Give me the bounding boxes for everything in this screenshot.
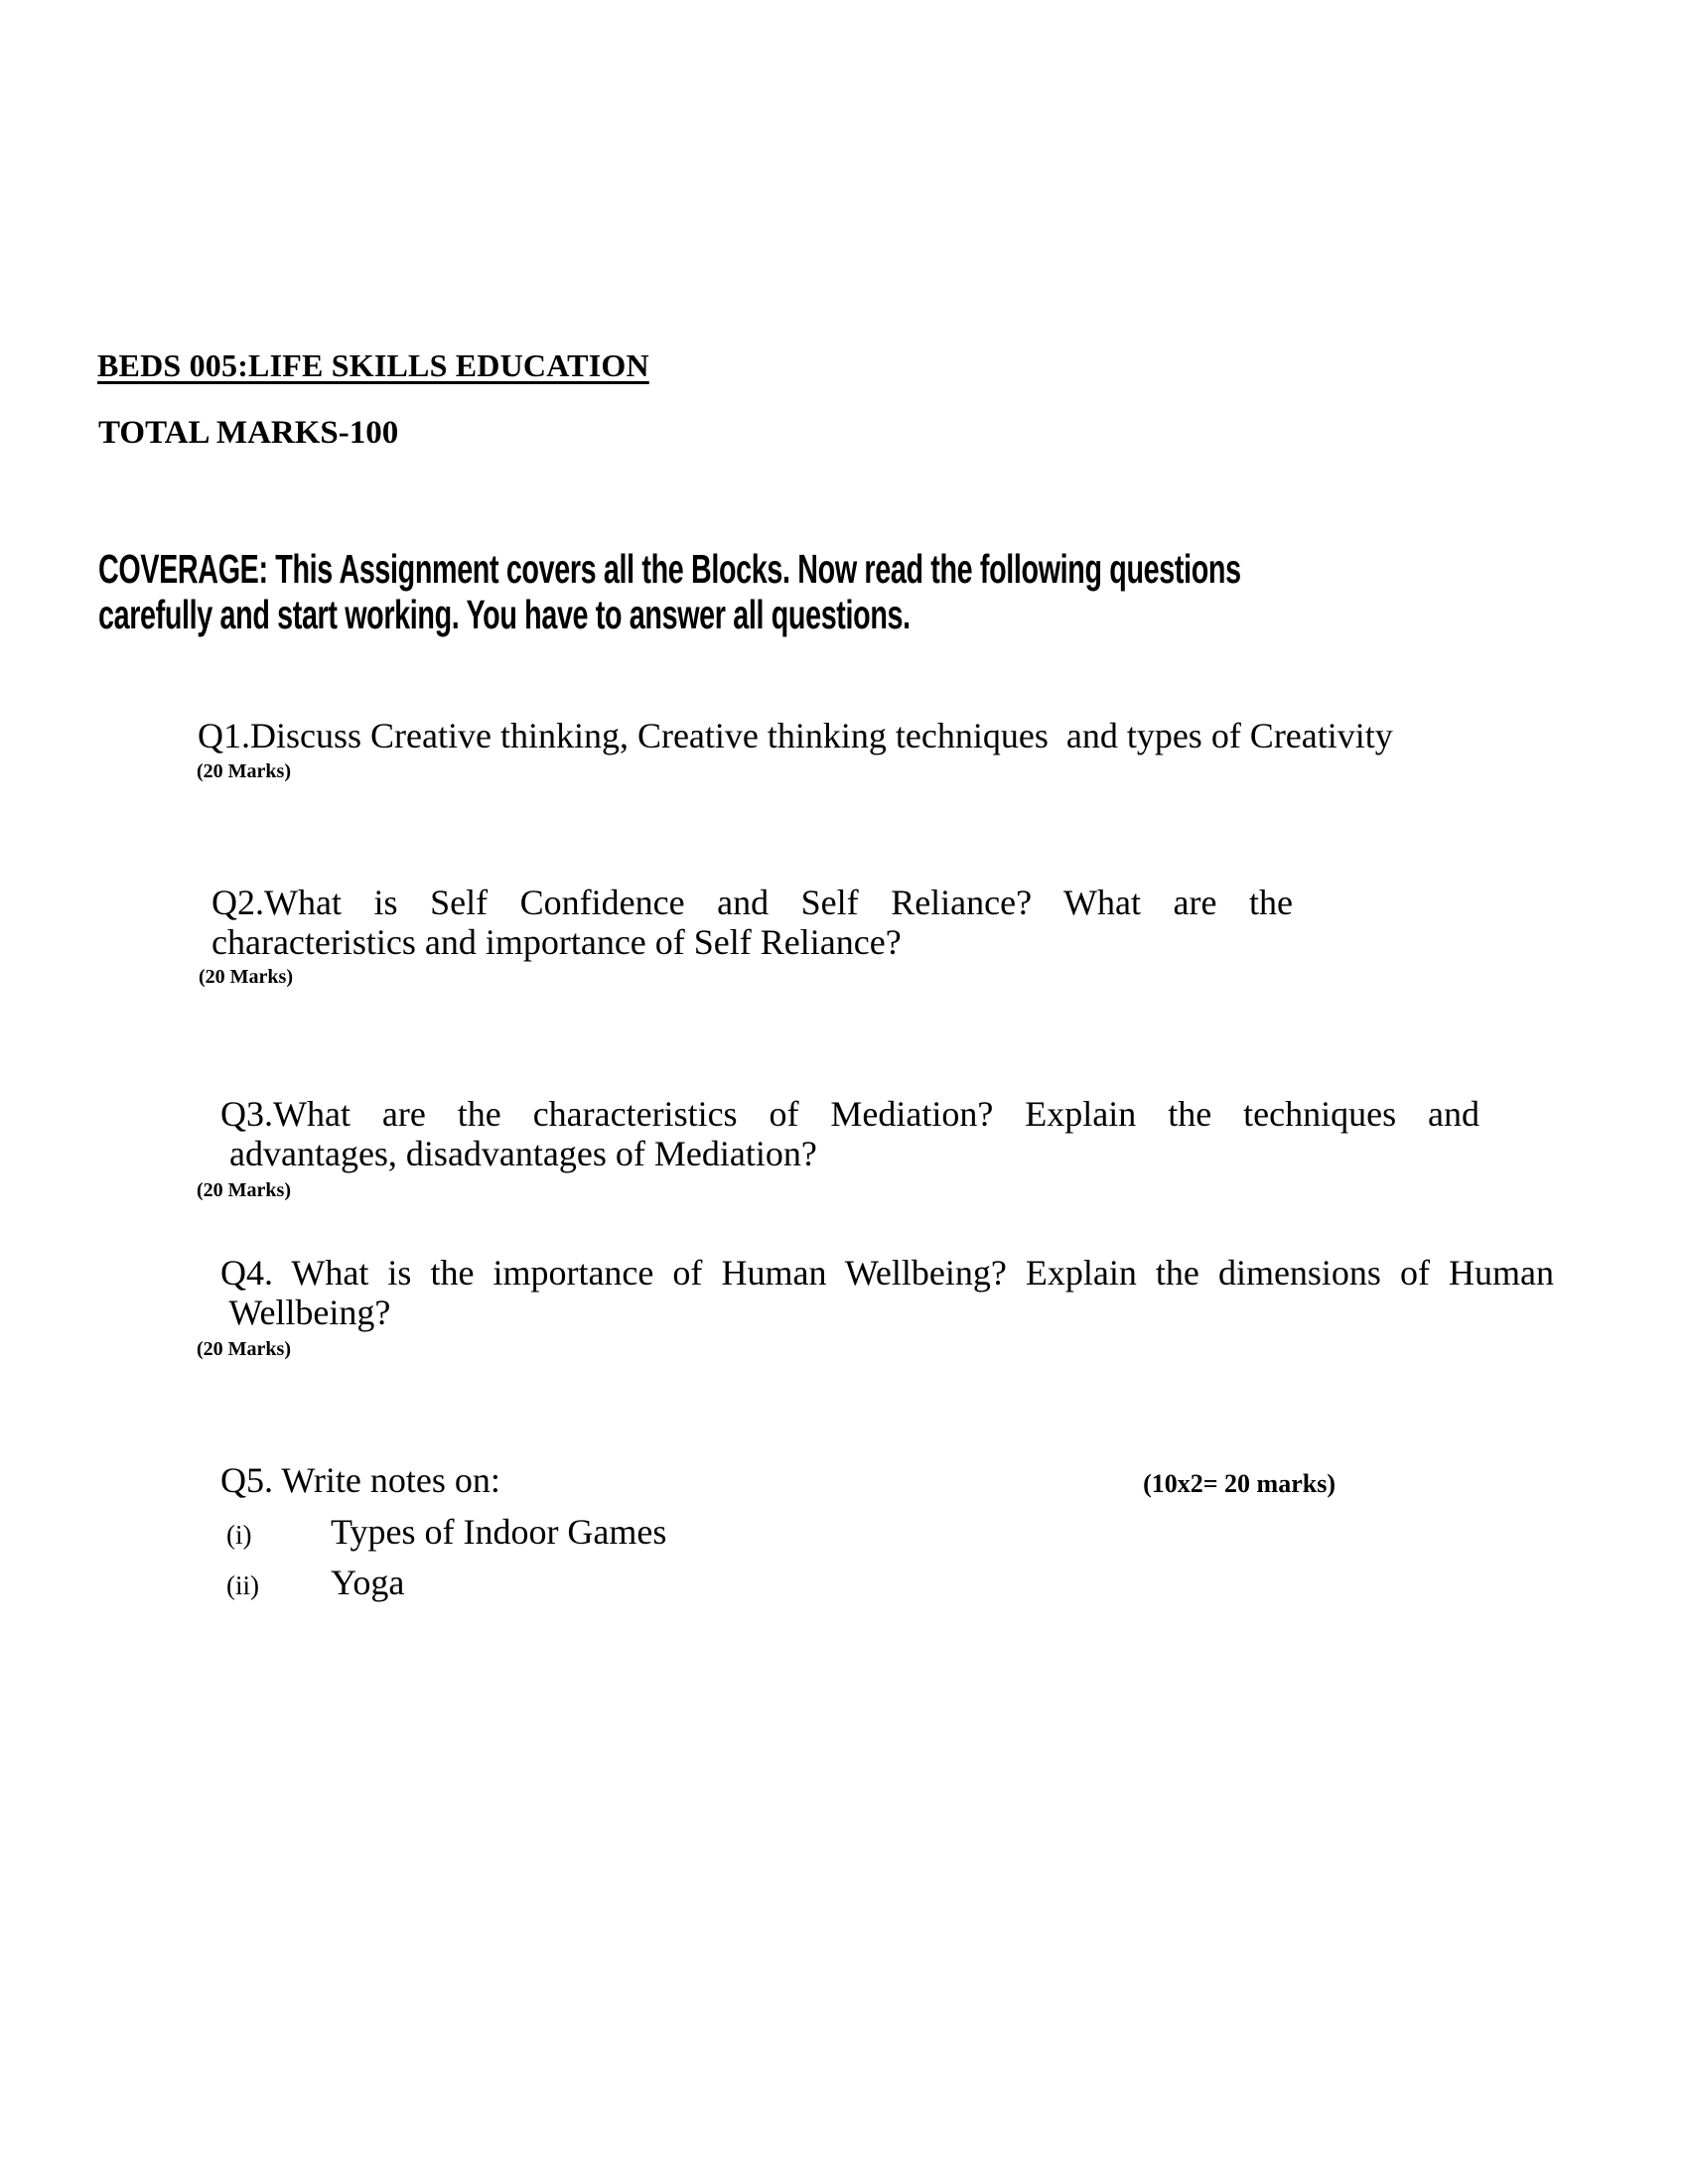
question-3-text-line-1: Q3.What are the characteristics of Mediation? Explain the techniques and [220, 1094, 1479, 1134]
coverage-line-1: COVERAGE: This Assignment covers all the Blocks. Now read the following questions [98, 546, 1241, 592]
question-2-text-line-1: Q2.What is Self Confidence and Self Reliance? What are the [211, 883, 1293, 922]
note-item-2-text: Yoga [331, 1563, 405, 1602]
question-3-marks: (20 Marks) [197, 1179, 291, 1201]
question-1-marks: (20 Marks) [197, 760, 291, 782]
note-item-2-numeral: (ii) [226, 1570, 259, 1600]
total-marks: TOTAL MARKS-100 [98, 415, 399, 451]
question-4-text-line-1: Q4. What is the importance of Human Wellbeing? Explain the dimensions of Human [220, 1253, 1554, 1293]
question-4-text-line-2: Wellbeing? [220, 1293, 391, 1332]
note-item-1-numeral: (i) [226, 1520, 252, 1550]
note-item-1-text: Types of Indoor Games [331, 1512, 667, 1552]
question-5-marks: (10x2= 20 marks) [1143, 1469, 1336, 1498]
question-5-header [220, 1460, 1336, 1500]
question-3-text-line-2: advantages, disadvantages of Mediation? [220, 1134, 817, 1173]
question-2-marks: (20 Marks) [199, 966, 293, 988]
question-2-text-line-2: characteristics and importance of Self Reliance? [211, 922, 902, 962]
coverage-note [98, 546, 1241, 637]
question-1-text: Q1.Discuss Creative thinking, Creative thinking techniques and types of Creativity [198, 716, 1393, 755]
note-item-1 [226, 1511, 666, 1553]
question-5-prompt: Q5. Write notes on: [220, 1460, 500, 1500]
note-item-2 [226, 1562, 404, 1603]
document-title: BEDS 005:LIFE SKILLS EDUCATION [97, 347, 649, 383]
question-4-marks: (20 Marks) [197, 1338, 291, 1360]
coverage-line-2: carefully and start working. You have to answer all questions. [98, 592, 911, 637]
